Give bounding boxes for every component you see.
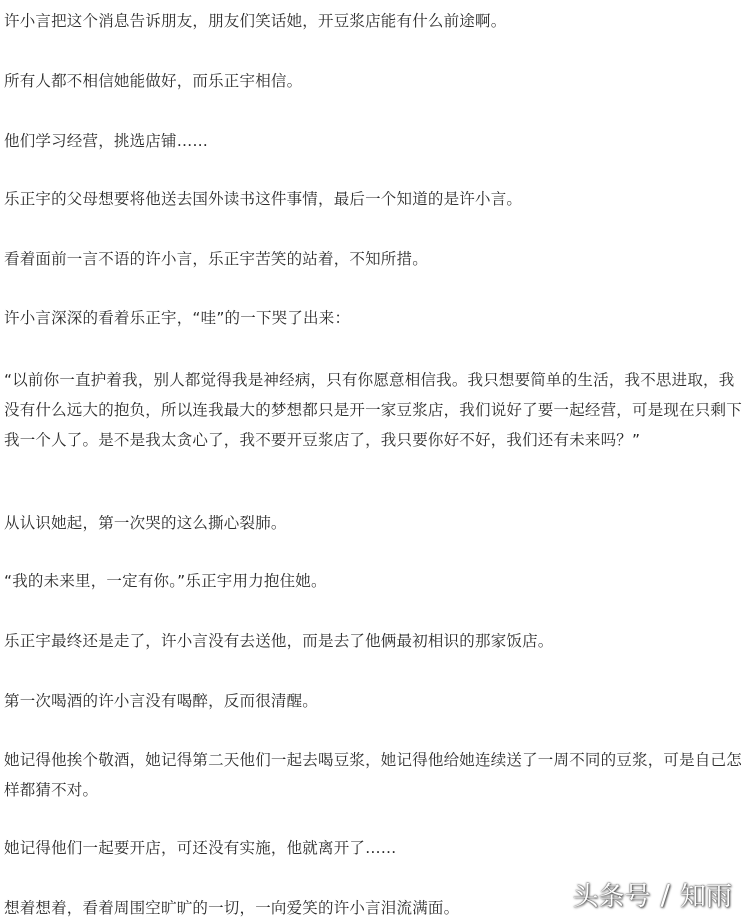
paragraph-12: 她记得他挨个敬酒，她记得第二天他们一起去喝豆浆，她记得他给她连续送了一周不同的豆浆，可是自己怎样都猜不对。 (4, 751, 742, 799)
paragraph-9: “我的未来里，一定有你。”乐正宇用力抱住她。 (4, 572, 327, 590)
paragraph-8: 从认识她起，第一次哭的这么撕心裂肺。 (4, 514, 287, 532)
paragraph-14: 想着想着，看着周围空旷旷的一切，一向爱笑的许小言泪流满面。 (4, 899, 460, 917)
paragraph-13: 她记得他们一起要开店，可还没有实施，他就离开了…… (4, 839, 397, 857)
paragraph-11: 第一次喝酒的许小言没有喝醉，反而很清醒。 (4, 692, 319, 710)
watermark-separator: / (660, 878, 670, 911)
paragraph-7: “以前你一直护着我，别人都觉得我是神经病，只有你愿意相信我。我只想要简单的生活，我不思进取，我没有什么远大的抱负，所以连我最大的梦想都只是开一家豆浆店，我们说好了要一起经营，可是现在只剩下我一个人了。是不是我太贪心了，我不要开豆浆店了，我只要你好不好，我们还有未来吗？” (4, 371, 742, 449)
paragraph-4: 乐正宇的父母想要将他送去国外读书这件事情，最后一个知道的是许小言。 (4, 190, 523, 208)
paragraph-6: 许小言深深的看着乐正宇，“哇”的一下哭了出来： (4, 309, 351, 327)
paragraph-2: 所有人都不相信她能做好，而乐正宇相信。 (4, 72, 303, 90)
paragraph-1: 许小言把这个消息告诉朋友，朋友们笑话她，开豆浆店能有什么前途啊。 (4, 12, 507, 30)
watermark-source: 头条号 (572, 882, 651, 912)
paragraph-3: 他们学习经营，挑选店铺…… (4, 132, 209, 150)
watermark (573, 876, 732, 913)
watermark-author: 知雨 (679, 882, 732, 912)
paragraph-5: 看着面前一言不语的许小言，乐正宇苦笑的站着，不知所措。 (4, 250, 428, 268)
paragraph-10: 乐正宇最终还是走了，许小言没有去送他，而是去了他俩最初相识的那家饭店。 (4, 632, 554, 650)
